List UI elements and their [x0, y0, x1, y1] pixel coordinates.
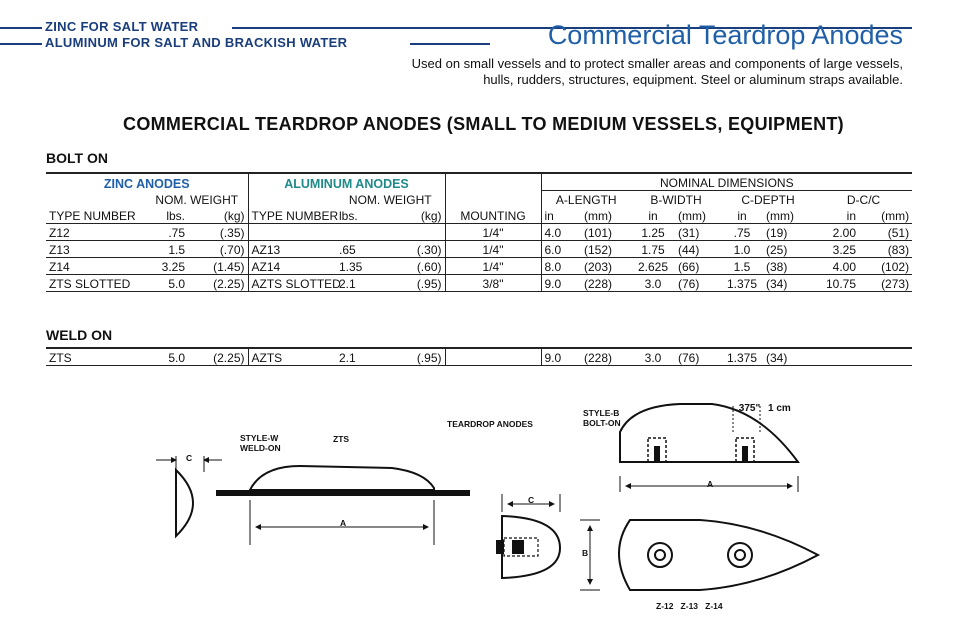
description-line-2: hulls, rudders, structures, equipment. Steel or aluminum straps available.	[483, 72, 903, 87]
label-dim-c-left: C	[186, 453, 193, 463]
zinc-lbs-cell: 1.5	[146, 241, 188, 258]
aluminum-type-header: TYPE NUMBER	[248, 207, 336, 224]
label-bolt-on-text: BOLT-ON	[583, 418, 621, 428]
aluminum-type-cell: AZTS SLOTTED	[248, 275, 336, 292]
c-in-header: in	[721, 207, 763, 224]
zinc-kg-cell: (2.25)	[188, 275, 248, 292]
zinc-weight-header: NOM. WEIGHT	[155, 193, 239, 207]
aluminum-group-header: ALUMINUM ANODES	[248, 173, 445, 191]
a-mm-cell: (228)	[581, 348, 631, 366]
label-teardrop-anodes: TEARDROP ANODES	[447, 419, 533, 429]
aluminum-lbs-cell: 2.1	[336, 275, 390, 292]
aluminum-lbs-cell: 1.35	[336, 258, 390, 275]
a-mm-cell: (152)	[581, 241, 631, 258]
d-in-cell: 4.00	[815, 258, 859, 275]
c-in-cell: .75	[721, 224, 763, 241]
b-mm-cell: (76)	[675, 348, 721, 366]
zinc-type-cell: ZTS	[46, 348, 146, 366]
label-dim-375: .375"	[736, 403, 761, 414]
mounting-cell	[445, 348, 541, 366]
d-mm-cell: (83)	[859, 241, 912, 258]
aluminum-type-cell: AZTS	[248, 348, 336, 366]
a-mm-cell: (101)	[581, 224, 631, 241]
label-weld-on-text: WELD-ON	[240, 443, 281, 453]
category-zinc: ZINC FOR SALT WATER	[45, 19, 199, 34]
d-in-cell: 2.00	[815, 224, 859, 241]
aluminum-kg-cell: (.95)	[390, 348, 445, 366]
aluminum-weight-header: NOM. WEIGHT	[348, 193, 432, 207]
label-style-w	[240, 433, 281, 453]
zinc-kg-cell: (1.45)	[188, 258, 248, 275]
mounting-cell: 1/4"	[445, 241, 541, 258]
label-dim-a-right: A	[707, 479, 714, 489]
aluminum-kg-cell: (.30)	[390, 241, 445, 258]
bolt-on-table	[46, 172, 912, 292]
table-row	[46, 258, 912, 275]
c-in-cell: 1.0	[721, 241, 763, 258]
label-zts: ZTS	[333, 434, 350, 444]
label-style-w-text: STYLE-W	[240, 433, 279, 443]
zinc-kg-header: (kg)	[188, 207, 248, 224]
b-in-cell: 3.0	[631, 348, 675, 366]
aluminum-type-cell: AZ13	[248, 241, 336, 258]
bolt-on-heading: BOLT ON	[46, 150, 108, 166]
aluminum-lbs-cell: .65	[336, 241, 390, 258]
b-mm-cell: (76)	[675, 275, 721, 292]
b-width-header: B-WIDTH	[631, 191, 721, 208]
b-mm-header: (mm)	[675, 207, 721, 224]
b-mm-cell: (31)	[675, 224, 721, 241]
b-in-cell: 1.25	[631, 224, 675, 241]
label-style-b	[583, 408, 621, 428]
zinc-type-header: TYPE NUMBER	[46, 207, 146, 224]
aluminum-lbs-header: lbs.	[336, 207, 390, 224]
label-models: Z-12 Z-13 Z-14	[656, 601, 723, 611]
mounting-cell: 1/4"	[445, 224, 541, 241]
zinc-lbs-cell: .75	[146, 224, 188, 241]
a-in-header: in	[541, 207, 581, 224]
mounting-header: MOUNTING	[445, 207, 541, 224]
header-rule-top	[0, 27, 42, 29]
a-mm-header: (mm)	[581, 207, 631, 224]
zinc-lbs-cell: 3.25	[146, 258, 188, 275]
d-in-cell	[815, 348, 859, 366]
aluminum-kg-header: (kg)	[390, 207, 445, 224]
a-in-cell: 8.0	[541, 258, 581, 275]
b-in-cell: 3.0	[631, 275, 675, 292]
a-in-cell: 4.0	[541, 224, 581, 241]
d-mm-cell: (273)	[859, 275, 912, 292]
zinc-group-header: ZINC ANODES	[46, 173, 248, 191]
c-mm-cell: (38)	[763, 258, 815, 275]
zinc-lbs-cell: 5.0	[146, 348, 188, 366]
zinc-lbs-header: lbs.	[146, 207, 188, 224]
b-in-cell: 2.625	[631, 258, 675, 275]
category-aluminum: ALUMINUM FOR SALT AND BRACKISH WATER	[45, 35, 348, 50]
zinc-type-cell: ZTS SLOTTED	[46, 275, 146, 292]
zinc-type-cell: Z13	[46, 241, 146, 258]
mounting-cell: 1/4"	[445, 258, 541, 275]
d-mm-header: (mm)	[859, 207, 912, 224]
c-mm-cell: (34)	[763, 275, 815, 292]
label-style-b-text: STYLE-B	[583, 408, 620, 418]
c-in-cell: 1.375	[721, 275, 763, 292]
c-mm-cell: (34)	[763, 348, 815, 366]
aluminum-kg-cell: (.95)	[390, 275, 445, 292]
label-dim-b: B	[582, 548, 589, 558]
zinc-kg-cell: (.70)	[188, 241, 248, 258]
aluminum-lbs-cell	[336, 224, 390, 241]
label-dim-a-left: A	[340, 518, 347, 528]
aluminum-lbs-cell: 2.1	[336, 348, 390, 366]
header-rule-bottom	[0, 43, 42, 45]
aluminum-kg-cell: (.60)	[390, 258, 445, 275]
header-blank	[248, 191, 336, 208]
c-depth-header: C-DEPTH	[721, 191, 815, 208]
c-mm-cell: (25)	[763, 241, 815, 258]
d-mm-cell: (51)	[859, 224, 912, 241]
c-mm-cell: (19)	[763, 224, 815, 241]
d-in-cell: 10.75	[815, 275, 859, 292]
style-w-weld-on-anode	[216, 466, 470, 545]
b-mm-cell: (66)	[675, 258, 721, 275]
d-mm-cell	[859, 348, 912, 366]
anode-diagrams	[0, 380, 967, 623]
a-length-header: A-LENGTH	[541, 191, 631, 208]
zinc-kg-cell: (.35)	[188, 224, 248, 241]
a-mm-cell: (228)	[581, 275, 631, 292]
aluminum-type-cell	[248, 224, 336, 241]
style-b-top-view	[580, 520, 818, 590]
c-in-cell: 1.375	[721, 348, 763, 366]
weld-on-table	[46, 347, 912, 366]
d-in-cell: 3.25	[815, 241, 859, 258]
section-title: COMMERCIAL TEARDROP ANODES (SMALL TO MEDIUM VESSELS, EQUIPMENT)	[123, 114, 844, 134]
b-mm-cell: (44)	[675, 241, 721, 258]
c-mm-header: (mm)	[763, 207, 815, 224]
b-in-cell: 1.75	[631, 241, 675, 258]
aluminum-kg-cell	[390, 224, 445, 241]
dcc-header: D-C/C	[815, 191, 912, 208]
aluminum-type-cell: AZ14	[248, 258, 336, 275]
description-line-1: Used on small vessels and to protect smaller areas and components of large vessels,	[411, 56, 903, 71]
header-blank	[445, 191, 541, 208]
table-row	[46, 224, 912, 241]
description	[412, 56, 903, 88]
table-row	[46, 275, 912, 292]
zinc-type-cell: Z12	[46, 224, 146, 241]
mounting-cell: 3/8"	[445, 275, 541, 292]
header-rule-bottom-right	[410, 43, 490, 45]
b-in-header: in	[631, 207, 675, 224]
table-header-row-1	[46, 173, 912, 191]
header-blank	[445, 173, 541, 191]
header-blank	[46, 191, 146, 208]
zinc-lbs-cell: 5.0	[146, 275, 188, 292]
label-dim-1cm: 1 cm	[768, 403, 791, 414]
label-dim-c-right: C	[528, 495, 535, 505]
a-mm-cell: (203)	[581, 258, 631, 275]
zinc-type-cell: Z14	[46, 258, 146, 275]
a-in-cell: 9.0	[541, 348, 581, 366]
a-in-cell: 6.0	[541, 241, 581, 258]
table-row	[46, 241, 912, 258]
page-title: Commercial Teardrop Anodes	[547, 20, 903, 50]
d-in-header: in	[815, 207, 859, 224]
style-b-end-view	[496, 494, 560, 578]
table-header-row-3	[46, 207, 912, 224]
table-row	[46, 348, 912, 366]
nominal-dimensions-header: NOMINAL DIMENSIONS	[541, 173, 912, 191]
d-mm-cell: (102)	[859, 258, 912, 275]
table-header-row-2	[46, 191, 912, 208]
weld-on-heading: WELD ON	[46, 327, 113, 343]
a-in-cell: 9.0	[541, 275, 581, 292]
c-in-cell: 1.5	[721, 258, 763, 275]
style-w-end-view	[156, 456, 222, 536]
zinc-kg-cell: (2.25)	[188, 348, 248, 366]
